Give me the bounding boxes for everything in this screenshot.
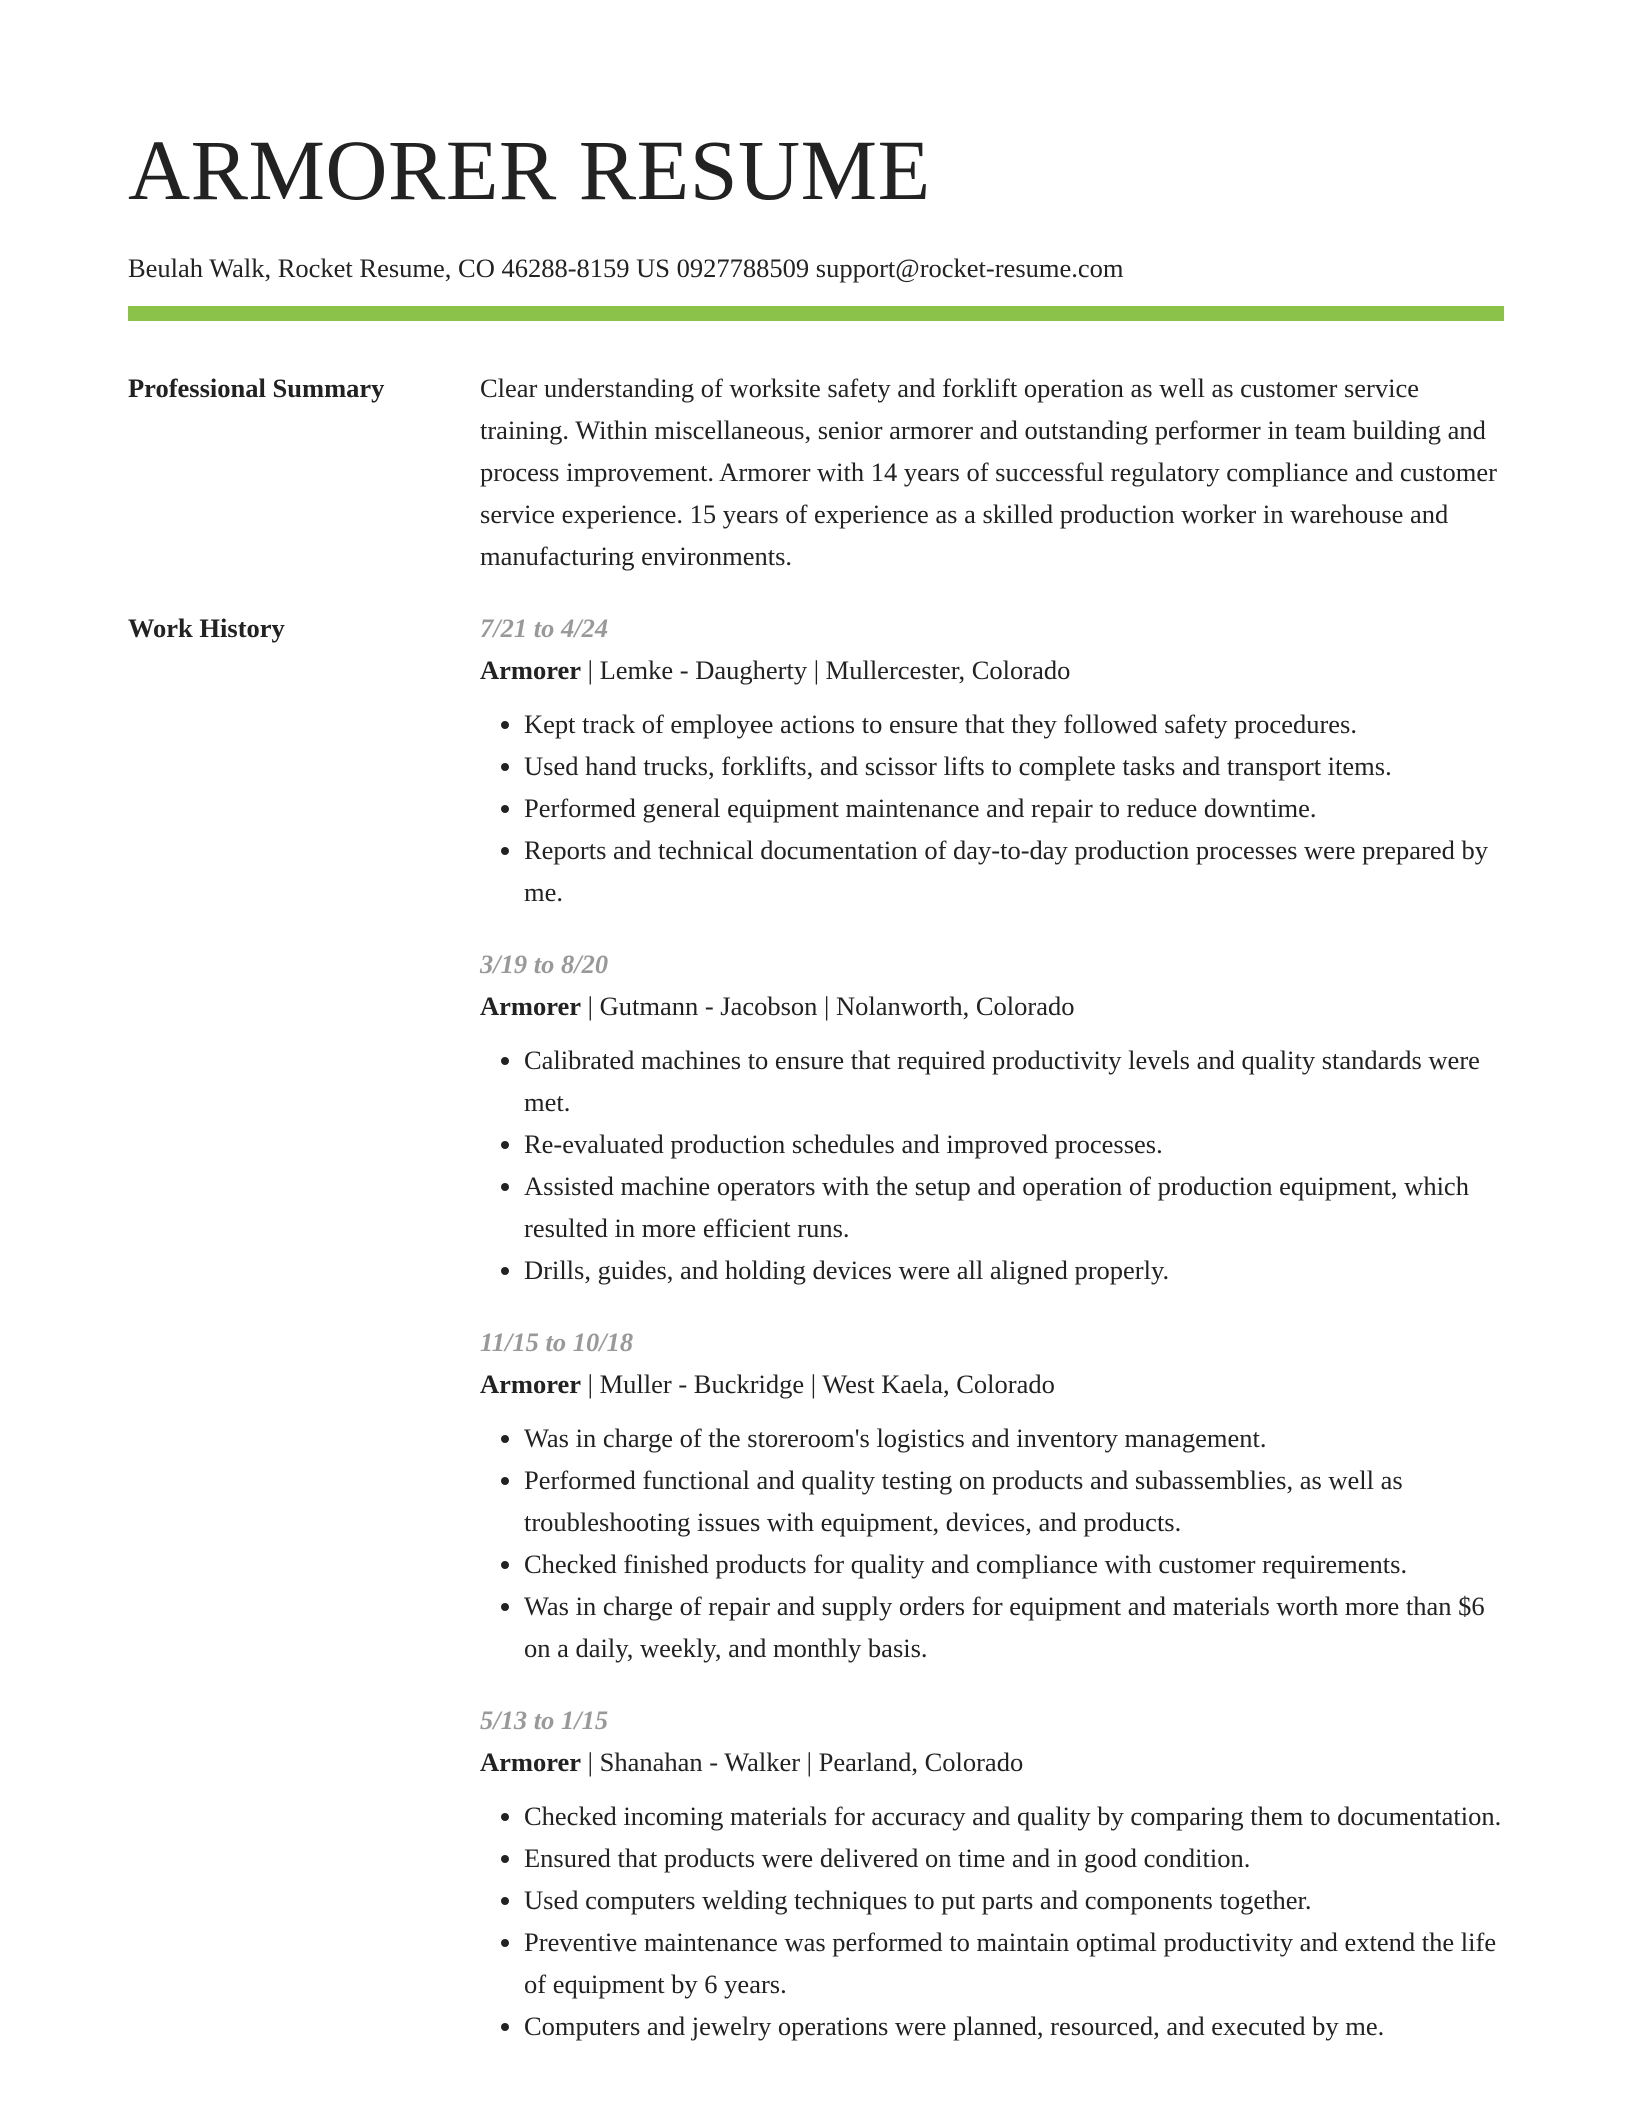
job-bullet: • Used hand trucks, forklifts, and scissor lifts to complete tasks and transport items. — [524, 745, 1504, 787]
section-label-work-history: Work History — [128, 613, 285, 643]
job-title: Armorer — [480, 1369, 582, 1399]
job-bullet: • Was in charge of the storeroom's logistics and inventory management. — [524, 1417, 1504, 1459]
job-details: | Muller - Buckridge | West Kaela, Colorado — [581, 1369, 1055, 1399]
job-bullet: • Assisted machine operators with the setup and operation of production equipment, which resulted in more efficient runs. — [524, 1165, 1504, 1249]
job-bullet: • Checked incoming materials for accuracy and quality by comparing them to documentation. — [524, 1795, 1504, 1837]
job-details: | Shanahan - Walker | Pearland, Colorado — [581, 1747, 1024, 1777]
job-bullet: • Performed general equipment maintenance and repair to reduce downtime. — [524, 787, 1504, 829]
professional-summary-section — [128, 367, 1504, 577]
job-title: Armorer — [480, 1747, 582, 1777]
accent-divider — [128, 306, 1504, 321]
job-bullet: • Re-evaluated production schedules and improved processes. — [524, 1123, 1504, 1165]
job-heading — [480, 649, 1504, 691]
job-details: | Lemke - Daugherty | Mullercester, Colorado — [581, 655, 1071, 685]
job-entry — [480, 943, 1504, 1291]
work-history-section — [128, 607, 1504, 2077]
job-bullet: • Calibrated machines to ensure that required productivity levels and quality standards were met. — [524, 1039, 1504, 1123]
job-dates: 11/15 to 10/18 — [480, 1327, 634, 1357]
job-title: Armorer — [480, 655, 582, 685]
work-history-body — [480, 607, 1504, 2077]
job-bullet-list — [480, 703, 1504, 913]
job-bullet: • Drills, guides, and holding devices were all aligned properly. — [524, 1249, 1504, 1291]
job-bullet: • Used computers welding techniques to put parts and components together. — [524, 1879, 1504, 1921]
section-label-summary: Professional Summary — [128, 373, 385, 403]
job-heading — [480, 985, 1504, 1027]
job-details: | Gutmann - Jacobson | Nolanworth, Colorado — [581, 991, 1075, 1021]
job-bullet: • Preventive maintenance was performed to maintain optimal productivity and extend the life of equipment by 6 years. — [524, 1921, 1504, 2005]
job-bullet: • Ensured that products were delivered on time and in good condition. — [524, 1837, 1504, 1879]
job-bullet: • Performed functional and quality testing on products and subassemblies, as well as troubleshooting issues with equipment, devices, and products. — [524, 1459, 1504, 1543]
summary-body — [480, 367, 1504, 577]
job-entry — [480, 1321, 1504, 1669]
resume-title: ARMORER RESUME — [128, 122, 931, 218]
job-bullet-list — [480, 1795, 1504, 2047]
job-heading — [480, 1363, 1504, 1405]
job-bullet-list — [480, 1417, 1504, 1669]
job-dates: 3/19 to 8/20 — [480, 949, 609, 979]
job-dates: 7/21 to 4/24 — [480, 613, 609, 643]
job-dates: 5/13 to 1/15 — [480, 1705, 609, 1735]
job-entry — [480, 607, 1504, 913]
job-title: Armorer — [480, 991, 582, 1021]
job-bullet: • Reports and technical documentation of day-to-day production processes were prepared by me. — [524, 829, 1504, 913]
job-bullet: • Was in charge of repair and supply orders for equipment and materials worth more than $6 on a daily, weekly, and monthly basis. — [524, 1585, 1504, 1669]
resume-page — [128, 0, 1504, 2077]
summary-text: Clear understanding of worksite safety and forklift operation as well as customer service training. Within miscellaneous, senior armorer and outstanding performer in team building and process improvement. Armorer with 14 years of successful regulatory compliance and customer service experience. 15 years of experience as a skilled production worker in warehouse and manufacturing environments. — [480, 373, 1497, 571]
job-bullet: • Checked finished products for quality and compliance with customer requirements. — [524, 1543, 1504, 1585]
job-entry — [480, 1699, 1504, 2047]
contact-line: Beulah Walk, Rocket Resume, CO 46288-8159 US 0927788509 support@rocket-resume.com — [128, 253, 1124, 283]
job-bullet: • Kept track of employee actions to ensure that they followed safety procedures. — [524, 703, 1504, 745]
job-bullet-list — [480, 1039, 1504, 1291]
job-heading — [480, 1741, 1504, 1783]
job-bullet: • Computers and jewelry operations were planned, resourced, and executed by me. — [524, 2005, 1504, 2047]
